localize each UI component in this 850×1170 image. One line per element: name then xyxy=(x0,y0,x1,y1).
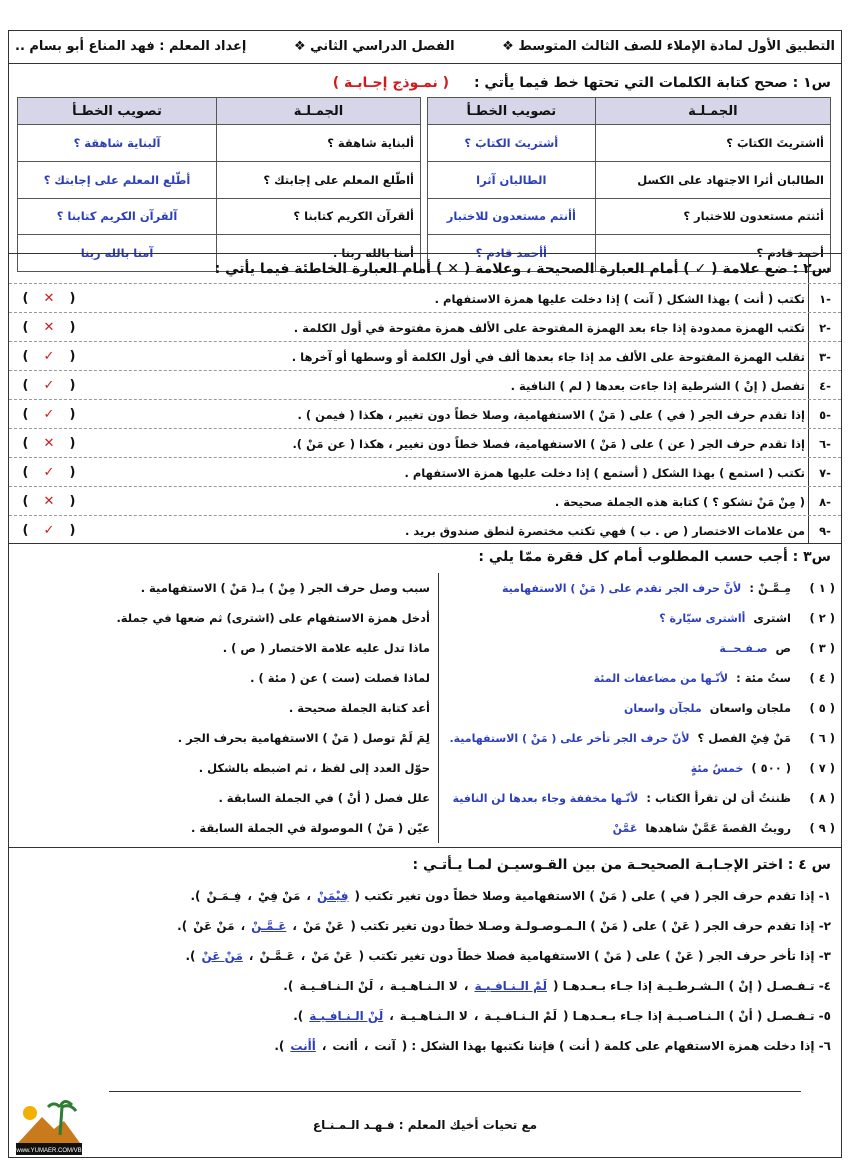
q2-answer-mark: ( ✕ ) xyxy=(22,291,76,306)
q3-item-number: ( ٢ ) xyxy=(809,611,835,625)
q1-model-label: ( نمـوذج إجـابـة ) xyxy=(332,75,450,91)
q3-item-answer-side xyxy=(439,813,841,843)
q1-tables xyxy=(17,97,831,272)
q1-sentence: أاشتريتَ الكتابَ ؟ xyxy=(595,125,830,162)
footer-signature: مع تحيات أخيك المعلم : فـهـد الـمـنـاع xyxy=(312,1118,538,1132)
header-title: التطبيق الأول لمادة الإملاء للصف الثالث المتوسط ❖ xyxy=(502,38,835,54)
q3-item-answer: ملجآن واسعان xyxy=(624,701,702,715)
q4-selected-option: فِيْمَنْ xyxy=(316,888,349,903)
q2-answer-mark: ( ✕ ) xyxy=(22,436,76,451)
q4-option: فِـمَـنْ xyxy=(206,888,242,903)
q3-item-question: ماذا تدل عليه علامة الاختصار ( ص ) . xyxy=(9,633,439,663)
q3-item-number: ( ٦ ) xyxy=(809,731,835,745)
q3-item-number: ( ٥ ) xyxy=(809,701,835,715)
q3-item-question: علل فصل ( أنْ ) في الجملة السابقة . xyxy=(9,783,439,813)
q2-item xyxy=(9,428,841,458)
q2-item-number: -٨ xyxy=(819,494,831,509)
q4-title: س ٤ : اختر الإجـابـة الصحيحـة من بين القـوسيـن لمـا يـأتـي : xyxy=(412,857,831,873)
q3-item-answer-side xyxy=(439,753,841,783)
q2-heading xyxy=(9,257,841,281)
q3-item-word: ( ٥٠٠ ) xyxy=(751,761,791,775)
q4-option: مَنْ عَنْ xyxy=(193,918,235,933)
q1-row xyxy=(18,161,421,198)
q2-answer-mark: ( ✓ ) xyxy=(22,465,76,480)
q1-fix: الطالبان آثرا xyxy=(428,161,596,198)
q3-item-question: سبب وصل حرف الجر ( مِنْ ) بـ( مَنْ ) الاستفهامية . xyxy=(9,573,439,603)
q1-heading xyxy=(9,71,841,95)
q3-heading xyxy=(9,545,841,569)
q2-item xyxy=(9,457,841,487)
q2-item-number: -٤ xyxy=(819,378,831,393)
q1-fix: آلبناية شاهقة ؟ xyxy=(18,125,217,162)
q3-item-question: أعد كتابة الجملة صحيحة . xyxy=(9,693,439,723)
q2-item-text: تقلب الهمزة المفتوحة على الألف مد إذا جاء بعدها ألف في أول الكلمة أو وسطها أو آخرها . xyxy=(291,349,805,364)
q1-row xyxy=(18,125,421,162)
q3-item xyxy=(9,723,841,753)
q2-item-number: -٧ xyxy=(819,465,831,480)
q3-title: س٣ : أجب حسب المطلوب أمام كل فقرة ممّا يلي : xyxy=(478,549,831,565)
q4-item-text: ٢- إذا تقدم حرف الجر ( عَنْ ) على ( مَنْ ) الـمـوصـولـة وصـلا خطاً دون تغير تكتب ( xyxy=(350,918,831,933)
q1-col-fix: تصويب الخطـأ xyxy=(18,98,217,125)
q3-item-question: لِمَ لَمْ توصل ( مَنْ ) الاستفهامية بحرف الجر . xyxy=(9,723,439,753)
q1-sentence: الطالبان أثرا الاجتهاد على الكسل xyxy=(595,161,830,198)
q3-list xyxy=(9,573,841,845)
q1-sentence: أمنا بالله ربنا . xyxy=(217,235,421,272)
q2-answer-mark: ( ✓ ) xyxy=(22,378,76,393)
header-semester: الفصل الدراسي الثاني ❖ xyxy=(293,38,455,54)
q4-selected-option: لَنْ الـنـافـيـة xyxy=(309,1008,384,1023)
cross-icon: ✕ xyxy=(43,320,55,335)
q4-item-text: ٤- تـفـصـل ( إنْ ) الـشـرطـيـة إذا جـاء بـعـدهـا ( xyxy=(553,978,831,993)
q3-item-answer-side xyxy=(439,633,841,663)
q3-item-answer-side xyxy=(439,783,841,813)
q4-option: لا الـنـاهـيـة xyxy=(399,1008,468,1023)
check-icon: ✓ xyxy=(43,465,55,480)
q2-answer-mark: ( ✓ ) xyxy=(22,407,76,422)
q3-item-answer-side xyxy=(439,693,841,723)
q4-item-text: ١- إذا تقدم حرف الجر ( في ) على ( مَنْ ) الاستفهامية وصلا خطاً دون تغير تكتب ( xyxy=(354,888,831,903)
q1-table-left xyxy=(17,97,421,272)
q1-fix: أطّلع المعلم على إجابتك ؟ xyxy=(18,161,217,198)
q3-item xyxy=(9,633,841,663)
q4-option: عَنْ مَنْ xyxy=(311,948,353,963)
q3-item-word: ملجان واسعان xyxy=(709,701,791,715)
q4-list xyxy=(9,881,841,1061)
check-icon: ✓ xyxy=(43,407,55,422)
q3-item-answer-side xyxy=(439,573,841,603)
q3-item-answer: صـفـحــة xyxy=(719,641,768,655)
q1-table-right xyxy=(427,97,831,272)
q3-item-question: حوّل العدد إلى لفظ ، ثم اضبطه بالشكل . xyxy=(9,753,439,783)
cross-icon: ✕ xyxy=(43,436,55,451)
header-teacher: إعداد المعلم : فهد المناع أبو بسام .. xyxy=(15,38,247,54)
q2-item-number: -٥ xyxy=(819,407,831,422)
check-icon: ✓ xyxy=(43,523,55,538)
q3-item-number: ( ٣ ) xyxy=(809,641,835,655)
q1-fix: آلقرآن الكريم كتابنا ؟ xyxy=(18,198,217,235)
q3-item-answer-side xyxy=(439,663,841,693)
q1-fix: أشتريتَ الكتابَ ؟ xyxy=(428,125,596,162)
q3-item-number: ( ٧ ) xyxy=(809,761,835,775)
q1-sentence: ألبناية شاهقة ؟ xyxy=(217,125,421,162)
q3-item xyxy=(9,663,841,693)
q1-fix: أأحمد قادم ؟ xyxy=(428,235,596,272)
q1-col-fix: تصويب الخطـأ xyxy=(428,98,596,125)
q3-item-answer: أاشترى سيّارة ؟ xyxy=(659,611,746,625)
q3-item-question: عيّن ( مَنْ ) الموصولة في الجملة السابقة . xyxy=(9,813,439,843)
check-icon: ✓ xyxy=(43,349,55,364)
q3-item-number: ( ٤ ) xyxy=(809,671,835,685)
q2-item xyxy=(9,486,841,516)
q3-item xyxy=(9,783,841,813)
q2-list xyxy=(9,283,841,543)
q1-col-sentence: الجمـلـة xyxy=(595,98,830,125)
q2-item-number: -٣ xyxy=(819,349,831,364)
q2-answer-mark: ( ✓ ) xyxy=(22,349,76,364)
q1-row xyxy=(428,198,831,235)
q3-item-answer: عَمَّنْ xyxy=(612,821,638,835)
q4-item-text: ٥- تـفـصـل ( أنْ ) الـنـاصـبـة إذا جـاء بـعـدهـا ( xyxy=(562,1008,831,1023)
q1-sentence: أاطّلع المعلم على إجابتك ؟ xyxy=(217,161,421,198)
q3-item-answer: لأنّ حرف الجر تأخر على ( مَنْ ) الاستفهامية. xyxy=(449,731,690,745)
q3-item xyxy=(9,693,841,723)
q2-item xyxy=(9,312,841,342)
q2-item xyxy=(9,399,841,429)
q4-option: آنت xyxy=(374,1038,396,1053)
q2-item-number: -٢ xyxy=(819,320,831,335)
q4-item: ٦- إذا دخلت همزة الاستفهام على كلمة ( أنت ) فإننا نكتبها بهذا الشكل : ( آنت ، أانت ، أأنت ). xyxy=(274,1038,831,1053)
q2-item-text: تفصل ( إنْ ) الشرطية إذا جاءت بعدها ( لم ) النافية . xyxy=(510,378,805,393)
q4-heading xyxy=(9,853,841,877)
q2-title: س٢ : ضع علامة ( ✓ ) أمام العبارة الصحيحة ، وعلامة ( ✕ ) أمام العبارة الخاطئة فيما يأتي : xyxy=(214,261,831,277)
q2-item-number: -٦ xyxy=(819,436,831,451)
q1-sentence: أئنتم مستعدون للاختبار ؟ xyxy=(595,198,830,235)
q1-col-sentence: الجمـلـة xyxy=(217,98,421,125)
q3-item-number: ( ٨ ) xyxy=(809,791,835,805)
q4-item-text: ٣- إذا تأخر حرف الجر ( عَنْ ) على ( مَنْ ) الاستفهامية فصلا خطاً دون تغير تكتب ( xyxy=(358,948,831,963)
q4-selected-option: عَـمَّـنْ xyxy=(251,918,287,933)
q4-selected-option: مَنْ عَنْ xyxy=(201,948,243,963)
q3-item xyxy=(9,813,841,843)
q4-option: عَنْ مَنْ xyxy=(302,918,345,933)
cross-icon: ✕ xyxy=(43,291,55,306)
q2-answer-mark: ( ✓ ) xyxy=(22,523,76,538)
worksheet-header xyxy=(15,35,835,57)
q1-row xyxy=(18,198,421,235)
q4-option: لَنْ الـنـافـيـة xyxy=(299,978,374,993)
q1-title: س١ : صحح كتابة الكلمات التي تحتها خط فيما يأتي : xyxy=(473,75,831,91)
q3-item-answer-side xyxy=(439,603,841,633)
q2-item-text: تكتب ( استمع ) بهذا الشكل ( أستمع ) إذا دخلت عليها همزة الاستفهام . xyxy=(404,465,805,480)
q2-item-text: إذا تقدم حرف الجر ( في ) على ( مَنْ ) الاستفهامية، وصلا خطاً دون تغيير ، هكذا ( فيمن ) . xyxy=(297,407,805,422)
q4-item: ٥- تـفـصـل ( أنْ ) الـنـاصـبـة إذا جـاء بـعـدهـا ( لَمْ الـنـافـيـة ، لا الـنـاهـيـة ، لَنْ الـنـافـيـة ). xyxy=(293,1008,831,1023)
q3-item-number: ( ١ ) xyxy=(809,581,835,595)
q2-item-text: ( مِنْ مَنْ تشكو ؟ ) كتابة هذه الجملة صحيحة . xyxy=(554,494,805,509)
q3-item-word: ظننتُ أن لن تقرأ الكتاب : xyxy=(646,791,791,805)
q4-item: ٣- إذا تأخر حرف الجر ( عَنْ ) على ( مَنْ ) الاستفهامية فصلا خطاً دون تغير تكتب ( عَنْ مَنْ ، عَـمَّـنْ ، مَنْ عَنْ ). xyxy=(185,948,831,963)
q3-item xyxy=(9,753,841,783)
q4-option: لَمْ الـنـافـيـة xyxy=(484,1008,557,1023)
q3-item-word: رويتُ القصةَ عَمَّنْ شاهدها xyxy=(645,821,791,835)
q2-item-number: -٩ xyxy=(819,523,831,538)
q3-item-word: مِـمَّـنْ : xyxy=(749,581,791,595)
q2-answer-mark: ( ✕ ) xyxy=(22,494,76,509)
check-icon: ✓ xyxy=(43,378,55,393)
q1-fix: آمنا بالله ربنا xyxy=(18,235,217,272)
q3-item-answer-side xyxy=(439,723,841,753)
q4-option: عَـمَّـنْ xyxy=(259,948,295,963)
q4-item: ١- إذا تقدم حرف الجر ( في ) على ( مَنْ ) الاستفهامية وصلا خطاً دون تغير تكتب ( فِيْمَنْ ، مَنْ فِيْ ، فِـمَـنْ ). xyxy=(190,888,831,903)
q4-option: أانت xyxy=(332,1038,358,1053)
q3-item-answer: لأنَّ حرف الجر تقدم على ( مَنْ ) الاستفهامية xyxy=(501,581,742,595)
q4-item-text: ٦- إذا دخلت همزة الاستفهام على كلمة ( أنت ) فإننا نكتبها بهذا الشكل : ( xyxy=(401,1038,831,1053)
q2-item-number: -١ xyxy=(819,291,831,306)
q1-fix: أأنتم مستعدون للاختبار xyxy=(428,198,596,235)
q3-item-word: مَنْ فِيْ الفصل ؟ xyxy=(697,731,791,745)
q3-item-question: لماذا فصلت (ست ) عن ( مئة ) . xyxy=(9,663,439,693)
q2-item xyxy=(9,283,841,313)
worksheet-page xyxy=(8,30,842,1158)
q1-sentence: أحمد قادم ؟ xyxy=(595,235,830,272)
q3-item-number: ( ٩ ) xyxy=(809,821,835,835)
q4-option: مَنْ فِيْ xyxy=(257,888,301,903)
logo-url: www.YUMAER.COM/VB xyxy=(16,1148,82,1154)
q3-item-answer: لأنّـها من مضاعفات المئة xyxy=(593,671,729,685)
q3-item-word: ستُ مئة : xyxy=(736,671,791,685)
q2-item xyxy=(9,370,841,400)
q3-item xyxy=(9,573,841,603)
q3-item-question: أدخل همزة الاستفهام على (اشترى) ثم ضعها في جملة. xyxy=(9,603,439,633)
q2-item xyxy=(9,341,841,371)
q2-item-text: تكتب ( أنت ) بهذا الشكل ( آنت ) إذا دخلت عليها همزة الاستفهام . xyxy=(434,291,805,306)
q2-answer-mark: ( ✕ ) xyxy=(22,320,76,335)
q4-option: لا الـنـاهـيـة xyxy=(389,978,458,993)
q1-row xyxy=(428,161,831,198)
q3-item-word: ص xyxy=(775,641,791,655)
q4-selected-option: أأنت xyxy=(290,1038,316,1053)
site-logo-icon xyxy=(14,1097,84,1157)
q2-item-text: إذا تقدم حرف الجر ( عن ) على ( مَنْ ) الاستفهامية، فصلا خطاً دون تغيير ، هكذا ( عن مَنْ ). xyxy=(292,436,805,451)
q1-sentence: ألقرآن الكريم كتابنا ؟ xyxy=(217,198,421,235)
q3-item-answer: خمسُ مئةٍ xyxy=(690,761,744,775)
q3-item xyxy=(9,603,841,633)
q1-row xyxy=(428,125,831,162)
q4-item: ٢- إذا تقدم حرف الجر ( عَنْ ) على ( مَنْ ) الـمـوصـولـة وصـلا خطاً دون تغير تكتب ( عَنْ مَنْ ، عَـمَّـنْ ، مَنْ عَنْ ). xyxy=(177,918,831,933)
q4-selected-option: لَمْ الـنـافـيـة xyxy=(474,978,547,993)
q2-item-text: تكتب الهمزة ممدودة إذا جاء بعد الهمزة المفتوحة على الألف همزة مفتوحة في أول الكلمة . xyxy=(293,320,805,335)
q2-item-text: من علامات الاختصار ( ص . ب ) فهي تكتب مختصرة لنطق صندوق بريد . xyxy=(404,523,805,538)
q3-item-word: اشترى xyxy=(753,611,791,625)
cross-icon: ✕ xyxy=(43,494,55,509)
q3-item-answer: لأنّـها مخففة وجاء بعدها لن النافية xyxy=(452,791,639,805)
q2-item xyxy=(9,515,841,545)
q4-item: ٤- تـفـصـل ( إنْ ) الـشـرطـيـة إذا جـاء بـعـدهـا ( لَمْ الـنـافـيـة ، لا الـنـاهـيـة ، لَنْ الـنـافـيـة ). xyxy=(283,978,831,993)
